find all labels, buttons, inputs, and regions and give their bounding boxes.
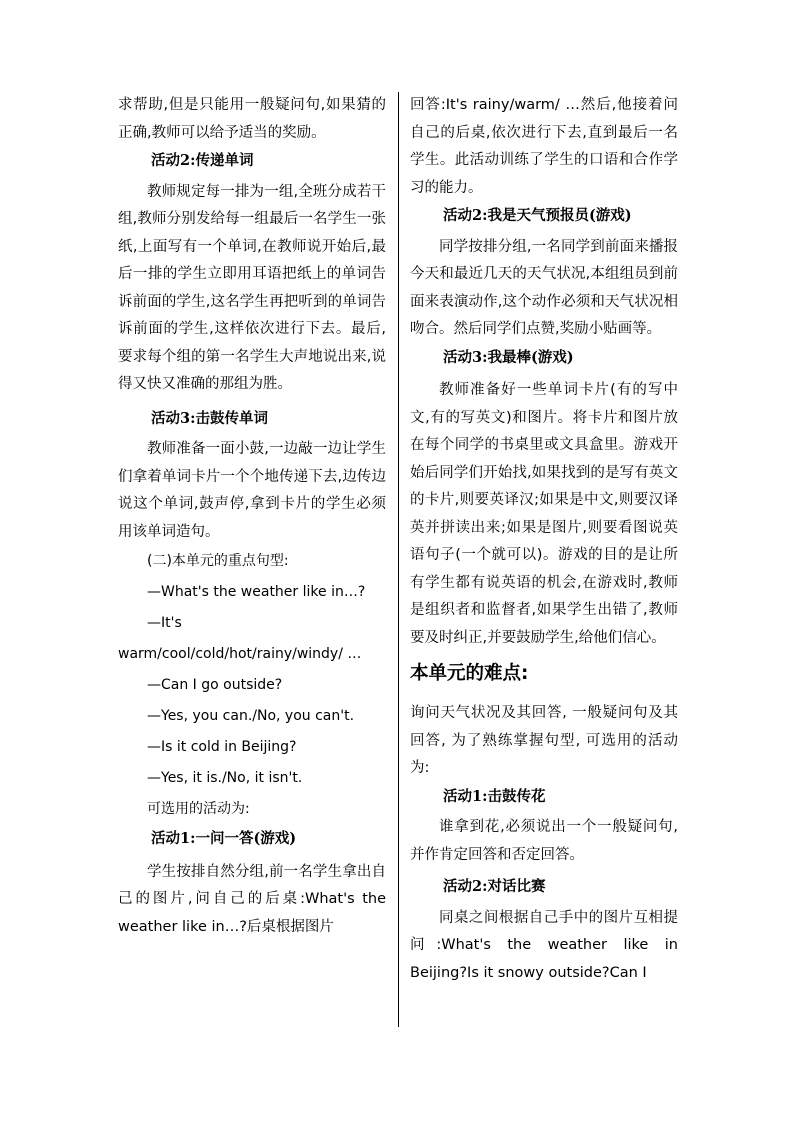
section-heading-difficulties: 本单元的难点: (410, 663, 529, 684)
paragraph-qa-game: 学生按排自然分组,前一名学生拿出自己的图片,问自己的后桌:What's the weather like in…?后桌根据图片 (118, 863, 386, 935)
paragraph-difficulties: 询问天气状况及其回答, 一般疑问句及其回答, 为了熟练掌握句型, 可选用的活动为: (410, 705, 678, 776)
heading-activity-3-drum-word: 活动3:击鼓传单词 (151, 409, 268, 427)
paragraph-qa-continued: 回答:It's rainy/warm/ …然后,他接着问自己的后桌,依次进行下去,直到最后一名学生。此活动训练了学生的口语和合作学习的能力。 (410, 97, 678, 196)
sentence-line: warm/cool/cold/hot/rainy/windy/ … (118, 646, 362, 662)
activities-label: 可选用的活动为: (147, 801, 250, 817)
sentence-line: —It's (147, 615, 182, 631)
heading-activity-2-weather-reporter: 活动2:我是天气预报员(游戏) (443, 207, 632, 224)
paragraph-weather-reporter: 同学按排分组,一名同学到前面来播报今天和最近几天的天气状况,本组组员到前面来表演动作,这个动作必须和天气状况相吻合。然后同学们点赞,奖励小贴画等。 (410, 238, 678, 337)
right-column (410, 92, 678, 987)
heading-activity-1-drum-flower: 活动1:击鼓传花 (443, 787, 546, 805)
paragraph-drum-word: 教师准备一面小鼓,一边敲一边让学生们拿着单词卡片一个个地传递下去,边传边说这个单词,鼓声停,拿到卡片的学生必须用该单词造句。 (118, 441, 386, 540)
paragraph-best-game: 教师准备好一些单词卡片(有的写中文,有的写英文)和图片。将卡片和图片放在每个同学的书桌里或文具盒里。游戏开始后同学们开始找,如果找到的是写有英文的卡片,则要英译汉;如果是中文,则要汉译英并拼读出来;如果是图片,则要看图说英语句子(一个就可以)。游戏的目的是让所有学生都有说英语的机会,在游戏时,教师是组织者和监督者,如果学生出错了,教师要及时纠正,并要鼓励学生,给他们信心。 (410, 382, 678, 646)
column-divider (398, 92, 399, 1027)
heading-activity-3-best: 活动3:我最棒(游戏) (443, 348, 574, 366)
sentence-line: —Can I go outside? (147, 677, 283, 693)
heading-activity-2-pass-word: 活动2:传递单词 (151, 152, 254, 169)
heading-activity-1-qa-game: 活动1:一问一答(游戏) (151, 830, 297, 847)
sentence-line: —Yes, you can./No, you can't. (147, 708, 355, 724)
sentence-line: —Yes, it is./No, it isn't. (147, 770, 303, 786)
key-sentences-label: (二)本单元的重点句型: (147, 553, 289, 569)
paragraph-guess-reward: 求帮助,但是只能用一般疑问句,如果猜的正确,教师可以给予适当的奖励。 (118, 97, 386, 141)
paragraph-dialogue: 同桌之间根据自己手中的图片互相提问:What's the weather like in Beijing?Is it snowy outside?Can I (410, 909, 678, 981)
sentence-line: —Is it cold in Beijing? (147, 739, 297, 755)
paragraph-pass-word: 教师规定每一排为一组,全班分成若干组,教师分别发给每一组最后一名学生一张纸,上面写有一个单词,在教师说开始后,最后一排的学生立即用耳语把纸上的单词告诉前面的学生,这名学生再把听到的单词告诉前面的学生,这样依次进行下去。最后,要求每个组的第一名学生大声地说出来,说得又快又准确的那组为胜。 (118, 183, 386, 392)
left-column (118, 92, 386, 941)
heading-activity-2-dialogue: 活动2:对话比赛 (443, 878, 546, 895)
sentence-line: —What's the weather like in…? (147, 584, 366, 600)
paragraph-drum-flower: 谁拿到花,必须说出一个一般疑问句,并作肯定回答和否定回答。 (410, 819, 678, 863)
